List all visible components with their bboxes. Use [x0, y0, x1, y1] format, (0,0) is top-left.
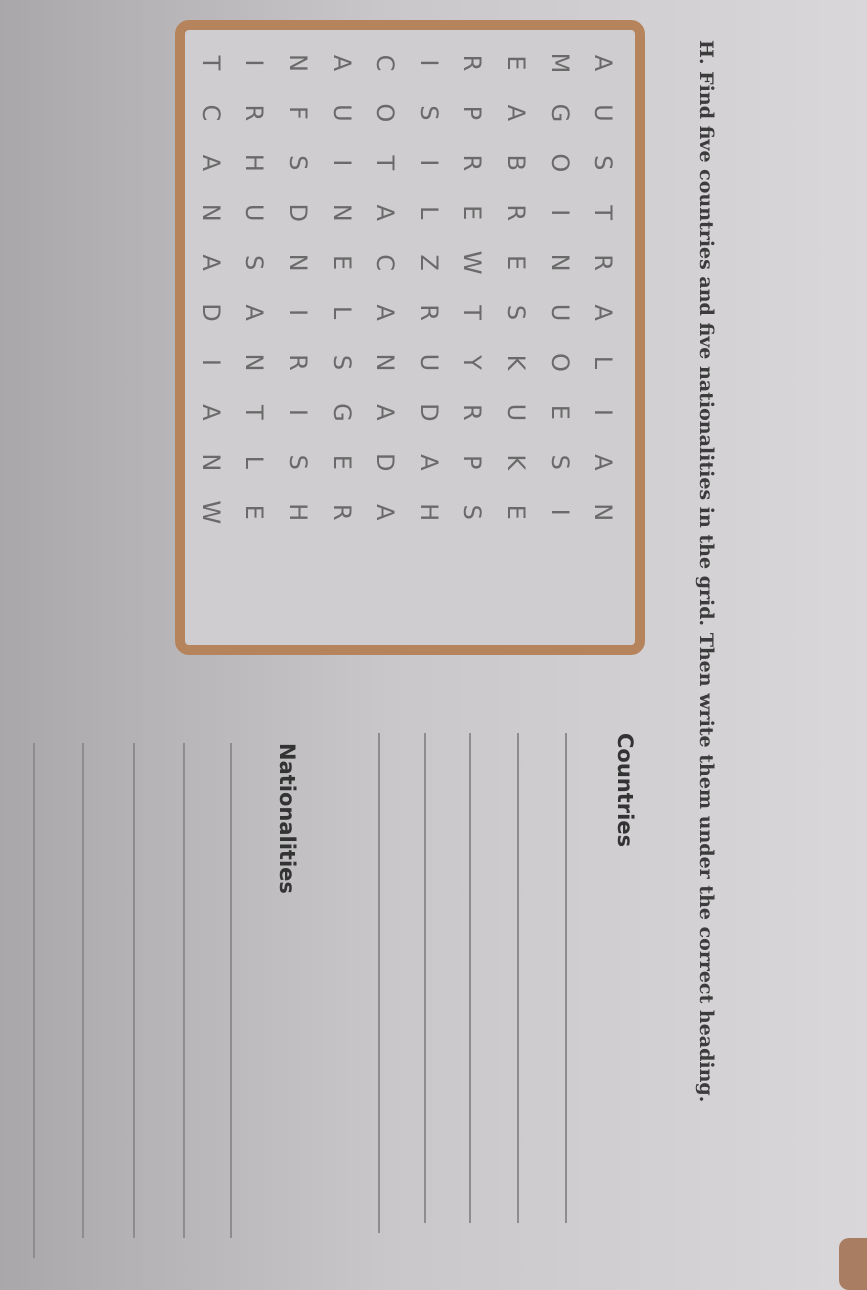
- grid-letter: S: [240, 255, 269, 271]
- grid-letter: P: [458, 455, 487, 470]
- grid-letter: F: [284, 105, 313, 120]
- grid-letter: B: [502, 154, 531, 172]
- grid-letter: U: [327, 104, 356, 122]
- grid-letter: I: [196, 358, 225, 366]
- grid-letter: E: [327, 454, 356, 470]
- grid-letter: A: [196, 404, 225, 421]
- grid-letter: A: [414, 454, 443, 471]
- countries-answer-line[interactable]: [565, 733, 567, 1223]
- countries-answer-line[interactable]: [469, 733, 471, 1223]
- grid-letter: D: [196, 303, 225, 322]
- grid-letter: [494, 587, 538, 637]
- nationalities-answer-line[interactable]: [183, 743, 185, 1238]
- grid-letter: T: [240, 405, 269, 420]
- grid-letter: A: [589, 454, 618, 471]
- grid-letter: E: [502, 504, 531, 520]
- grid-letter: [451, 587, 495, 637]
- grid-letter: R: [284, 354, 313, 371]
- grid-letter: U: [589, 104, 618, 122]
- grid-letter: N: [196, 203, 225, 222]
- grid-letter: [538, 537, 582, 587]
- grid-letter: S: [589, 155, 618, 171]
- grid-letter: N: [284, 53, 313, 72]
- grid-letter: I: [545, 508, 574, 516]
- grid-letter: [538, 587, 582, 637]
- grid-letter: N: [371, 353, 400, 372]
- grid-letter: T: [589, 205, 618, 221]
- grid-letter: D: [414, 403, 443, 422]
- grid-letter: [320, 537, 364, 587]
- grid-letter: O: [371, 103, 400, 123]
- grid-letter: I: [327, 159, 356, 167]
- grid-letter: N: [589, 503, 618, 522]
- grid-letter: W: [458, 250, 487, 275]
- grid-letter: N: [284, 253, 313, 272]
- nationalities-answer-line[interactable]: [133, 743, 135, 1238]
- grid-letter: K: [502, 354, 531, 371]
- grid-letter: S: [458, 504, 487, 520]
- grid-letter: E: [240, 504, 269, 520]
- grid-letter: N: [327, 203, 356, 222]
- grid-letter: I: [589, 408, 618, 416]
- grid-letter: [407, 537, 451, 587]
- grid-letter: A: [371, 204, 400, 221]
- grid-letter: S: [284, 454, 313, 470]
- grid-letter: S: [545, 454, 574, 470]
- grid-letter: [407, 587, 451, 637]
- grid-letter: A: [196, 254, 225, 271]
- grid-letter: I: [284, 408, 313, 416]
- grid-letter: [189, 537, 233, 587]
- grid-letter: D: [371, 453, 400, 472]
- grid-letter: A: [240, 304, 269, 321]
- countries-answer-line[interactable]: [424, 733, 426, 1223]
- grid-letter: [276, 587, 320, 637]
- grid-letter: U: [502, 403, 531, 422]
- page-edge-tab: [839, 1238, 867, 1290]
- grid-letter: C: [196, 104, 225, 122]
- instruction-text: H. Find five countries and five nationalities in the grid. Then write them under the correct heading.: [695, 40, 717, 1103]
- grid-letter: S: [414, 105, 443, 121]
- grid-letter: D: [284, 203, 313, 222]
- grid-letter: I: [545, 209, 574, 217]
- grid-letter: R: [240, 104, 269, 122]
- grid-letter: [189, 587, 233, 637]
- grid-letter: E: [458, 205, 487, 221]
- grid-letter: A: [196, 154, 225, 171]
- grid-letter: S: [502, 304, 531, 321]
- nationalities-heading: Nationalities: [275, 743, 299, 894]
- grid-letter: U: [240, 203, 269, 222]
- grid-letter: E: [327, 255, 356, 271]
- nationalities-answer-line[interactable]: [82, 743, 84, 1238]
- grid-letter: S: [327, 354, 356, 371]
- grid-letter: R: [458, 154, 487, 172]
- grid-letter: S: [284, 155, 313, 171]
- grid-letter: A: [502, 104, 531, 122]
- grid-letter: [363, 537, 407, 587]
- nationalities-answer-line[interactable]: [230, 743, 232, 1238]
- grid-letter: T: [458, 305, 487, 320]
- grid-letter: U: [545, 303, 574, 322]
- grid-letter: I: [414, 159, 443, 167]
- grid-letter: N: [240, 353, 269, 372]
- grid-letter: U: [414, 353, 443, 372]
- nationalities-answer-line[interactable]: [33, 743, 35, 1258]
- grid-letter: [320, 587, 364, 637]
- grid-letter: A: [371, 503, 400, 521]
- grid-letter: R: [502, 204, 531, 222]
- grid-letter: N: [545, 253, 574, 272]
- grid-letter: I: [240, 59, 269, 67]
- grid-letter: N: [196, 453, 225, 472]
- grid-letter: A: [589, 54, 618, 72]
- grid-letter: Z: [414, 254, 443, 271]
- grid-letter: R: [327, 503, 356, 521]
- grid-letter: G: [327, 403, 356, 422]
- grid-letter: R: [458, 404, 487, 421]
- grid-letter: L: [240, 455, 269, 469]
- grid-letter: R: [458, 54, 487, 72]
- grid-letter: A: [327, 54, 356, 72]
- grid-letter: M: [545, 52, 574, 74]
- grid-letter: R: [589, 254, 618, 271]
- countries-answer-line[interactable]: [517, 733, 519, 1223]
- grid-letter: A: [371, 404, 400, 421]
- grid-letter: H: [240, 153, 269, 172]
- countries-answer-line[interactable]: [378, 733, 380, 1233]
- grid-letter: K: [502, 454, 531, 471]
- grid-letter: [233, 537, 277, 587]
- grid-letter: I: [284, 309, 313, 317]
- grid-letter: L: [327, 305, 356, 320]
- grid-letter: T: [196, 55, 225, 71]
- grid-letter: E: [545, 404, 574, 420]
- grid-letter: [233, 587, 277, 637]
- grid-letter: A: [589, 304, 618, 321]
- grid-letter: R: [414, 304, 443, 321]
- grid-letter: E: [502, 55, 531, 71]
- grid-letter: L: [414, 206, 443, 220]
- grid-letter: [581, 537, 625, 587]
- grid-letter: [451, 537, 495, 587]
- grid-letter: C: [371, 54, 400, 72]
- grid-letter: [581, 587, 625, 637]
- grid-letter: C: [371, 254, 400, 271]
- grid-letter: W: [196, 500, 225, 525]
- grid-letter: O: [545, 153, 574, 173]
- countries-heading: Countries: [613, 733, 637, 848]
- grid-letter: P: [458, 105, 487, 121]
- grid-letter: H: [414, 503, 443, 522]
- grid-letter: [363, 587, 407, 637]
- grid-letter: G: [545, 103, 574, 123]
- word-search-grid: [175, 20, 645, 655]
- grid-letter: Y: [458, 355, 487, 370]
- grid-letter: I: [414, 59, 443, 67]
- grid-letter: H: [284, 503, 313, 522]
- grid-letter: E: [502, 255, 531, 271]
- grid-letter: [276, 537, 320, 587]
- grid-letter: [494, 537, 538, 587]
- grid-letter: A: [371, 304, 400, 321]
- grid-letter: T: [371, 155, 400, 171]
- grid-letter: L: [589, 355, 618, 370]
- grid-letter: O: [545, 353, 574, 372]
